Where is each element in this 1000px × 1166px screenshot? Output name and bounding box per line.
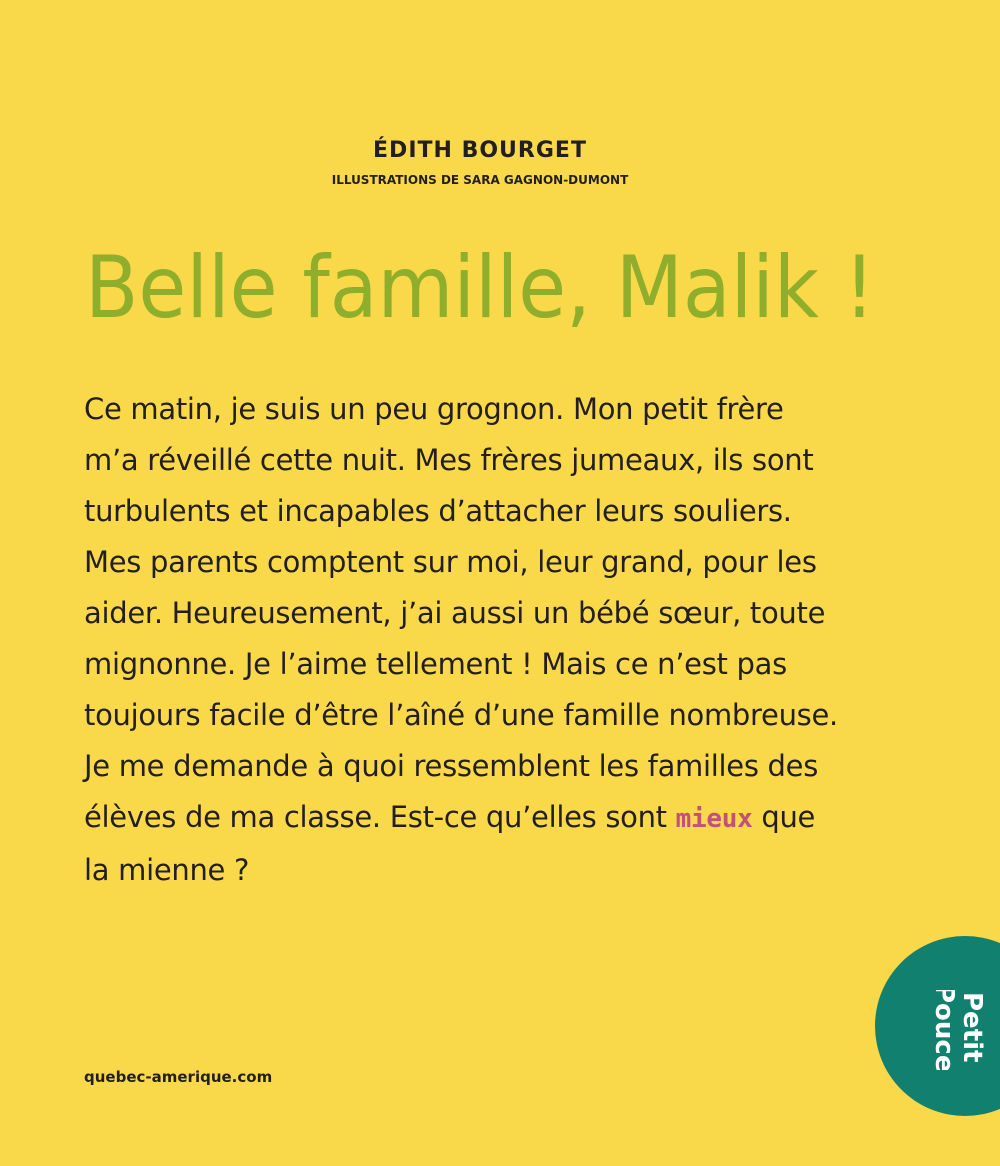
- blurb-line: mignonne. Je l’aime tellement ! Mais ce n’est pas: [84, 647, 787, 681]
- illustrator-credit: ILLUSTRATIONS DE SARA GAGNON-DUMONT: [331, 173, 629, 187]
- blurb-line: toujours facile d’être l’aîné d’une famille nombreuse.: [84, 698, 838, 732]
- blurb-line: turbulents et incapables d’attacher leurs souliers.: [84, 494, 792, 528]
- book-title: [85, 225, 885, 355]
- badge-line-1: Petit: [957, 992, 987, 1063]
- highlighted-word: mieux: [675, 804, 753, 834]
- blurb-line: Je me demande à quoi ressemblent les familles des: [84, 749, 819, 783]
- publisher-website: quebec-amerique.com: [84, 1068, 273, 1086]
- blurb: [84, 384, 904, 896]
- blurb-text: élèves de ma classe. Est-ce qu’elles sont: [84, 800, 676, 834]
- blurb-line: la mienne ?: [84, 853, 250, 887]
- blurb-line: aider. Heureusement, j’ai aussi un bébé sœur, toute: [84, 596, 826, 630]
- author-name: ÉDITH BOURGET: [373, 138, 587, 163]
- blurb-line: Ce matin, je suis un peu grognon. Mon petit frère: [84, 392, 784, 426]
- blurb-text: que: [752, 800, 816, 834]
- series-badge-label: [892, 990, 1000, 1070]
- blurb-line: m’a réveillé cette nuit. Mes frères jumeaux, ils sont: [84, 443, 814, 477]
- blurb-line-with-highlight: [84, 792, 904, 845]
- book-title-text: Belle famille, Malik !: [85, 238, 875, 338]
- blurb-line: Mes parents comptent sur moi, leur grand, pour les: [84, 545, 817, 579]
- badge-line-2: Poucet: [929, 990, 959, 1070]
